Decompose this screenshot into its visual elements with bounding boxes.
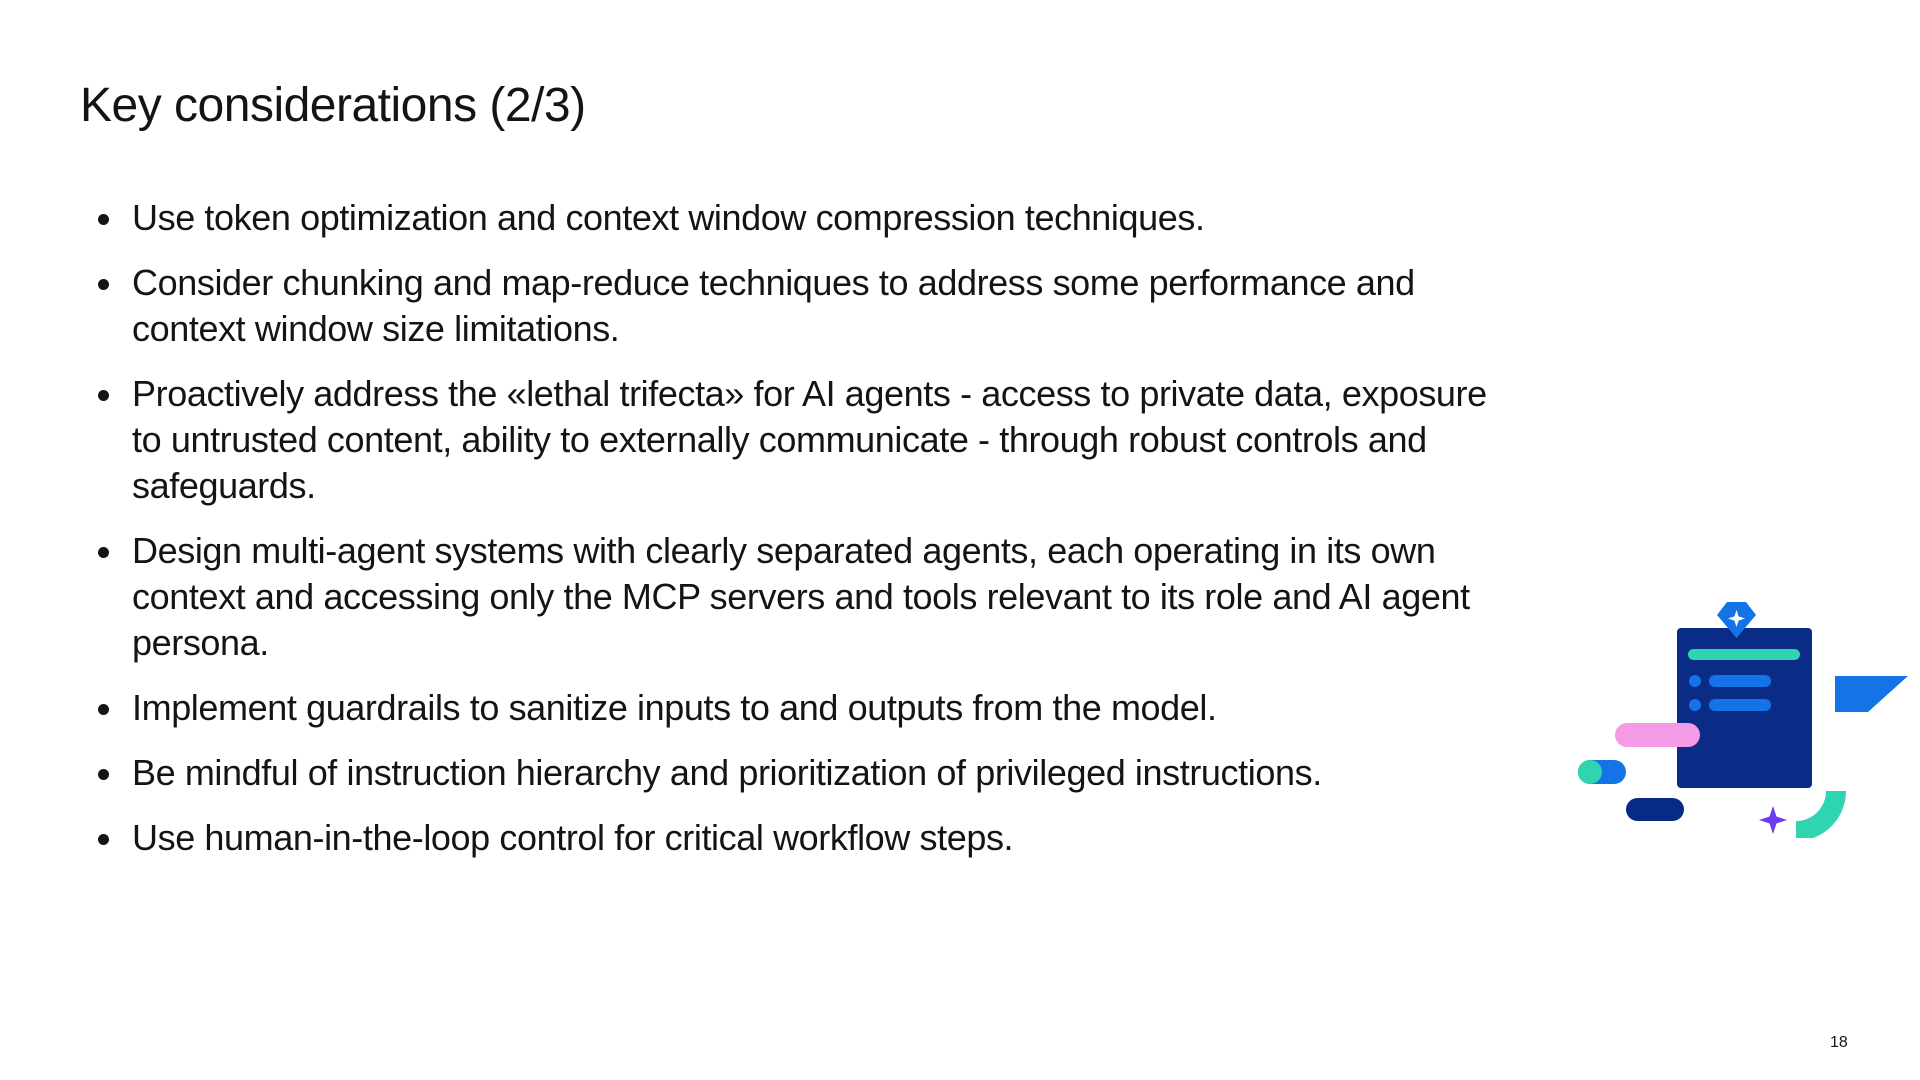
bullet-text: Implement guardrails to sanitize inputs to and outputs from the model. [132,687,1217,728]
list-dot-1 [1689,675,1701,687]
bullet-item [95,528,1515,666]
bullet-item [95,750,1515,796]
bullet-text: Use token optimization and context window compression techniques. [132,197,1205,238]
bullet-item [95,260,1515,352]
list-line-2 [1709,699,1771,711]
bullet-text: Be mindful of instruction hierarchy and prioritization of privileged instructions. [132,752,1322,793]
pink-pill-shape [1615,723,1700,747]
bullet-dot-icon [98,834,109,845]
ai-agent-clipboard-illustration-icon [1570,598,1910,838]
bullet-dot-icon [98,704,109,715]
navy-pill-shape [1626,798,1684,821]
clipboard-header-line [1688,649,1800,660]
teal-arc-shape [1796,791,1846,838]
bullet-list [95,195,1515,880]
bullet-item [95,815,1515,861]
list-line-1 [1709,675,1771,687]
bullet-dot-icon [98,279,109,290]
list-dot-2 [1689,699,1701,711]
bullet-text: Proactively address the «lethal trifecta» for AI agents - access to private data, exposure to untrusted content, ability to externally communicate - through robust controls and safeguards. [132,373,1487,506]
slide-title: Key considerations (2/3) [80,79,586,132]
blue-triangle-shape [1835,676,1908,712]
bullet-item [95,371,1515,509]
bullet-text: Use human-in-the-loop control for critical workflow steps. [132,817,1014,858]
bullet-text: Design multi-agent systems with clearly separated agents, each operating in its own context and accessing only the MCP servers and tools relevant to its role and AI agent persona. [132,530,1470,663]
bullet-dot-icon [98,547,109,558]
teal-circle-shape [1578,760,1602,784]
page-number: 18 [1830,1034,1848,1051]
bullet-item [95,685,1515,731]
bullet-item [95,195,1515,241]
purple-sparkle-icon [1759,806,1787,834]
bullet-dot-icon [98,769,109,780]
bullet-text: Consider chunking and map-reduce techniques to address some performance and context window size limitations. [132,262,1415,349]
bullet-dot-icon [98,214,109,225]
bullet-dot-icon [98,390,109,401]
